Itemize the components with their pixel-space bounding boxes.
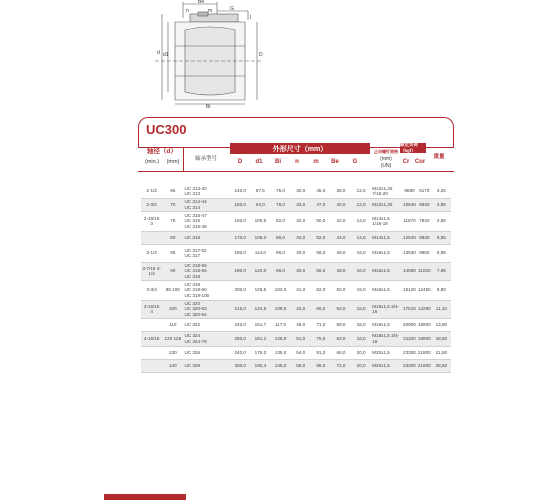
screw-cell: M16x1,5 xyxy=(371,244,402,262)
table-row xyxy=(141,346,451,359)
screw-cell: M12x1,25 7/16-20 xyxy=(371,184,402,198)
header-col-g: G xyxy=(352,158,358,165)
dim-d1-cell: 114,0 xyxy=(250,244,270,262)
dim-j-label: j xyxy=(250,14,252,20)
dim-m-cell: 47,0 xyxy=(311,198,331,211)
dim-d1-cell: 87,5 xyxy=(250,184,270,198)
weight-cell: 13,90 xyxy=(432,318,451,331)
shaft-inch-cell: 2-1/2 xyxy=(141,184,162,198)
shaft-mm-cell: 65 xyxy=(162,184,183,198)
dim-bi-cell: 145,0 xyxy=(270,359,290,372)
dim-be-cell: 54,0 xyxy=(331,300,351,318)
shaft-inch-cell xyxy=(141,346,162,359)
dim-d-cell: 150,0 xyxy=(230,198,250,211)
dim-d-big-label: D xyxy=(259,52,263,58)
shaft-mm-cell: 110 xyxy=(162,318,183,331)
header-model: 轴承型号 xyxy=(194,155,217,162)
table-row xyxy=(141,211,451,231)
dim-bi-cell: 135,0 xyxy=(270,346,290,359)
load-cor-cell: 6170 xyxy=(417,184,432,198)
shaft-inch-cell: 2-3/4 xyxy=(141,198,162,211)
dim-g-cell: 20,0 xyxy=(351,359,371,372)
dim-g-cell: 12,0 xyxy=(351,184,371,198)
table-row xyxy=(141,231,451,244)
model-code: UC 315-48 xyxy=(184,223,207,229)
dim-m-cell: 62,0 xyxy=(311,280,331,300)
dim-g-cell: 20,0 xyxy=(351,346,371,359)
shaft-inch-cell: 3-1/4 xyxy=(141,244,162,262)
dim-be-cell: 48,0 xyxy=(331,262,351,280)
load-cor-cell: 11020 xyxy=(417,262,432,280)
header-col-cr: Cr xyxy=(402,158,410,165)
table-row xyxy=(141,244,451,262)
model-code: UC 324-79 xyxy=(184,338,207,344)
load-cor-cell: 9850 xyxy=(417,244,432,262)
model-cell xyxy=(183,184,230,198)
model-code: UC 314 xyxy=(184,204,201,210)
dim-d-cell: 140,0 xyxy=(230,184,250,198)
dim-d1-cell: 126,5 xyxy=(250,280,270,300)
model-cell xyxy=(183,346,230,359)
dim-g-cell: 16,0 xyxy=(351,262,371,280)
dim-d1-cell: 178,3 xyxy=(250,346,270,359)
dim-m-cell: 50,0 xyxy=(311,211,331,231)
header-bottom-rule xyxy=(138,171,454,172)
dim-d1-cell: 100,5 xyxy=(250,211,270,231)
shaft-mm-cell: 130 xyxy=(162,346,183,359)
screw-cell: M16x1,5 xyxy=(371,262,402,280)
model-cell xyxy=(183,280,230,300)
weight-cell: 4,55 xyxy=(432,211,451,231)
dim-n-label: n xyxy=(186,8,189,14)
dim-g-cell: 12,0 xyxy=(351,198,371,211)
dim-be-cell: 59,0 xyxy=(331,318,351,331)
dim-n-cell: 41,0 xyxy=(291,280,311,300)
weight-cell: 28,50 xyxy=(432,359,451,372)
load-cor-cell: 21800 xyxy=(417,359,432,372)
shaft-mm-cell: 85 xyxy=(162,244,183,262)
model-code: UC 316 xyxy=(184,234,201,240)
header-divider xyxy=(183,147,184,171)
dim-bi-cell: 108,0 xyxy=(270,300,290,318)
dim-n-cell: 34,0 xyxy=(291,231,311,244)
model-cell xyxy=(183,231,230,244)
shaft-mm-cell: 95 100 xyxy=(162,280,183,300)
dim-d-cell: 160,0 xyxy=(230,211,250,231)
shaft-mm-cell: 140 xyxy=(162,359,183,372)
dim-bi-cell: 82,0 xyxy=(270,211,290,231)
model-code: UC 317-52 xyxy=(184,247,207,253)
dim-g-cell: 16,0 xyxy=(351,280,371,300)
dim-n-cell: 59,0 xyxy=(291,359,311,372)
load-cor-cell: 12450 xyxy=(417,280,432,300)
model-cell xyxy=(183,331,230,346)
weight-cell: 5,55 xyxy=(432,231,451,244)
dim-d-cell: 240,0 xyxy=(230,346,250,359)
table-row xyxy=(141,331,451,346)
model-code: UC 314-44 xyxy=(184,199,207,205)
shaft-mm-cell: 75 xyxy=(162,211,183,231)
weight-cell: 3,95 xyxy=(432,198,451,211)
dim-be-cell: 40,0 xyxy=(331,198,351,211)
dim-d-cell: 190,0 xyxy=(230,262,250,280)
load-cr-cell: 20900 xyxy=(402,318,417,331)
model-code: UC 318 xyxy=(184,273,201,279)
dim-d-cell: 215,0 xyxy=(230,300,250,318)
dim-n-cell: 54,0 xyxy=(291,346,311,359)
dim-be-cell: 44,0 xyxy=(331,231,351,244)
dim-m-cell: 52,0 xyxy=(311,231,331,244)
model-code: UC 319-100 xyxy=(184,292,210,298)
dim-g-cell: 18,0 xyxy=(351,331,371,346)
dim-n-cell: 40,0 xyxy=(291,262,311,280)
shaft-mm-cell: 120 125 xyxy=(162,331,183,346)
header-screw-unit: (mm) xyxy=(380,155,392,162)
header-col-be: Be xyxy=(331,158,339,165)
dim-g-cell: 18,0 xyxy=(351,300,371,318)
header-shaft-mm: (mm) xyxy=(166,158,180,165)
dim-bi-cell: 75,0 xyxy=(270,184,290,198)
load-cor-cell: 7840 xyxy=(417,211,432,231)
model-cell xyxy=(183,198,230,211)
weight-cell: 8,90 xyxy=(432,280,451,300)
model-code: UC 313 xyxy=(184,190,201,196)
dim-m-cell: 71,0 xyxy=(311,318,331,331)
dim-d1-cell: 161,2 xyxy=(250,331,270,346)
header-shaft-group: 轴径（d） xyxy=(147,148,177,156)
model-code: UC 326 xyxy=(184,349,201,355)
model-code: UC 317 xyxy=(184,253,201,258)
model-code: UC 320-63 xyxy=(184,306,207,312)
dim-be-cell: 42,0 xyxy=(331,211,351,231)
model-cell xyxy=(183,262,230,280)
load-cr-cell: 21100 xyxy=(402,331,417,346)
model-code: UC 315-47 xyxy=(184,213,207,219)
shaft-inch-cell: 2-15/16 3 xyxy=(141,211,162,231)
shaft-inch-cell: 3-15/16 4 xyxy=(141,300,162,318)
header-screw: 止动螺钉规格 xyxy=(374,148,398,154)
header-col-d1: d1 xyxy=(255,158,263,165)
screw-cell: M14x1,5 xyxy=(371,231,402,244)
dim-be-cell: 46,0 xyxy=(331,244,351,262)
dim-g-cell: 18,0 xyxy=(351,318,371,331)
dim-m-cell: 75,0 xyxy=(311,331,331,346)
screw-cell: M18x1,5 3/4-16 xyxy=(371,331,402,346)
header-load-group: 额定负荷（kgf） xyxy=(400,143,426,153)
load-cor-cell: 6940 xyxy=(417,198,432,211)
weight-cell: 7,95 xyxy=(432,262,451,280)
shaft-inch-cell xyxy=(141,318,162,331)
dim-d1-cell: 134,5 xyxy=(250,300,270,318)
screw-cell: M16x1,5 xyxy=(371,280,402,300)
table-row xyxy=(141,300,451,318)
dim-bi-cell: 96,0 xyxy=(270,262,290,280)
model-code: UC 318-55 xyxy=(184,263,207,269)
shaft-inch-cell: 3-3/4 xyxy=(141,280,162,300)
model-code: UC 320-64 xyxy=(184,311,207,317)
dim-g-label: G xyxy=(230,6,234,12)
model-code: UC 322 xyxy=(184,321,201,327)
dim-bi-cell: 126,0 xyxy=(270,331,290,346)
dim-d-cell: 300,0 xyxy=(230,359,250,372)
shaft-inch-cell xyxy=(141,231,162,244)
model-code: UC 324 xyxy=(184,333,201,339)
dim-n-cell: 32,0 xyxy=(291,211,311,231)
dim-d-cell: 200,0 xyxy=(230,280,250,300)
dim-n-cell: 51,0 xyxy=(291,331,311,346)
dim-bi-cell: 78,0 xyxy=(270,198,290,211)
load-cr-cell: 23300 xyxy=(402,359,417,372)
table-row xyxy=(141,262,451,280)
screw-cell: M20x1,5 xyxy=(371,359,402,372)
bearing-drawing xyxy=(150,0,280,108)
header-col-d: D xyxy=(237,158,243,165)
model-code: UC 318-56 xyxy=(184,268,207,274)
load-cr-cell: 13530 xyxy=(402,244,417,262)
dim-d-label: d xyxy=(157,50,160,56)
shaft-mm-cell: 90 xyxy=(162,262,183,280)
dim-be-cell: 63,0 xyxy=(331,331,351,346)
load-cr-cell: 12540 xyxy=(402,231,417,244)
dim-bi-cell: 96,0 xyxy=(270,244,290,262)
dim-g-cell: 14,0 xyxy=(351,211,371,231)
dim-be-cell: 72,0 xyxy=(331,359,351,372)
header-screw-unit2: (UN) xyxy=(380,162,392,169)
dim-be-cell: 38,0 xyxy=(331,184,351,198)
header-col-bi: Bi xyxy=(275,158,281,165)
dim-bi-cell: 117,0 xyxy=(270,318,290,331)
table-row xyxy=(141,184,451,198)
load-cor-cell: 8830 xyxy=(417,231,432,244)
load-cor-cell: 21800 xyxy=(417,346,432,359)
dim-d1-cell: 151,7 xyxy=(250,318,270,331)
page-title: UC300 xyxy=(146,122,187,137)
dim-m-cell: 86,0 xyxy=(311,359,331,372)
header-shaft-min: (min.) xyxy=(144,158,160,165)
table-row xyxy=(141,359,451,372)
dim-d-cell: 260,0 xyxy=(230,331,250,346)
dim-d1-cell: 108,0 xyxy=(250,231,270,244)
model-code: UC 313-40 xyxy=(184,185,207,191)
header-col-n: n xyxy=(295,158,299,165)
dim-bi-cell: 86,0 xyxy=(270,231,290,244)
load-cr-cell: 23300 xyxy=(402,346,417,359)
shaft-inch-cell: 4-15/16 xyxy=(141,331,162,346)
model-code: UC 320 xyxy=(184,301,201,307)
table-row xyxy=(141,318,451,331)
dim-g-cell: 16,0 xyxy=(351,244,371,262)
model-cell xyxy=(183,359,230,372)
header-weight: 重量 xyxy=(433,153,445,160)
model-cell xyxy=(183,211,230,231)
shaft-inch-cell: 3-7/16 3-1/2 xyxy=(141,262,162,280)
dim-m-cell: 56,0 xyxy=(311,262,331,280)
dim-d-cell: 170,0 xyxy=(230,231,250,244)
model-code: UC 328 xyxy=(184,362,201,368)
weight-cell: 18,50 xyxy=(432,331,451,346)
model-cell xyxy=(183,244,230,262)
dim-n-cell: 30,0 xyxy=(291,184,311,198)
load-cr-cell: 14590 xyxy=(402,262,417,280)
dim-n-cell: 42,0 xyxy=(291,300,311,318)
dim-be-cell: 50,0 xyxy=(331,280,351,300)
dim-be-label: Be xyxy=(198,0,205,5)
shaft-mm-cell: 80 xyxy=(162,231,183,244)
load-cor-cell: 15800 xyxy=(417,318,432,331)
dim-bi-cell: 103,0 xyxy=(270,280,290,300)
load-cor-cell: 18800 xyxy=(417,331,432,346)
dim-n-cell: 40,0 xyxy=(291,244,311,262)
shaft-inch-cell xyxy=(141,359,162,372)
table-row xyxy=(141,280,451,300)
dim-d1-label: d1 xyxy=(163,52,169,58)
dim-n-cell: 33,0 xyxy=(291,198,311,211)
dim-g-cell: 14,0 xyxy=(351,231,371,244)
dim-m-cell: 66,0 xyxy=(311,300,331,318)
weight-cell: 3,25 xyxy=(432,184,451,198)
dim-bi-label: Bi xyxy=(206,104,211,108)
model-code: UC 319-60 xyxy=(184,287,207,293)
shaft-mm-cell: 100 xyxy=(162,300,183,318)
load-cr-cell: 17510 xyxy=(402,300,417,318)
dim-d1-cell: 190,4 xyxy=(250,359,270,372)
dim-m-cell: 45,0 xyxy=(311,184,331,198)
load-cr-cell: 9580 xyxy=(402,184,417,198)
screw-cell: M18x1,5 xyxy=(371,318,402,331)
dim-be-cell: 68,0 xyxy=(331,346,351,359)
load-cr-cell: 11570 xyxy=(402,211,417,231)
screw-cell: M18x1,5 3/4-16 xyxy=(371,300,402,318)
model-cell xyxy=(183,300,230,318)
dim-d1-cell: 120,0 xyxy=(250,262,270,280)
screw-cell: M14x1,5 1/16-18 xyxy=(371,211,402,231)
model-code: UC 319 xyxy=(184,282,201,288)
screw-cell: M20x1,5 xyxy=(371,346,402,359)
header-dims-group: 外形尺寸（mm） xyxy=(230,143,370,154)
dim-d-cell: 180,0 xyxy=(230,244,250,262)
weight-cell: 11,10 xyxy=(432,300,451,318)
dim-m-cell: 81,0 xyxy=(311,346,331,359)
weight-cell: 21,50 xyxy=(432,346,451,359)
model-cell xyxy=(183,318,230,331)
footer-accent-bar xyxy=(104,494,186,500)
header-col-cor: Cor xyxy=(414,158,426,165)
dim-n-cell: 46,0 xyxy=(291,318,311,331)
table-row xyxy=(141,198,451,211)
dim-m-cell: 56,0 xyxy=(311,244,331,262)
weight-cell: 6,95 xyxy=(432,244,451,262)
dim-m-label: m xyxy=(208,8,213,14)
spec-table xyxy=(141,184,451,373)
load-cr-cell: 15120 xyxy=(402,280,417,300)
model-code: UC 315 xyxy=(184,218,201,224)
shaft-mm-cell: 70 xyxy=(162,198,183,211)
screw-cell: M12x1,25 xyxy=(371,198,402,211)
load-cor-cell: 14290 xyxy=(417,300,432,318)
load-cr-cell: 10640 xyxy=(402,198,417,211)
dim-d-cell: 240,0 xyxy=(230,318,250,331)
header-col-m: m xyxy=(313,158,319,165)
dim-d1-cell: 94,0 xyxy=(250,198,270,211)
